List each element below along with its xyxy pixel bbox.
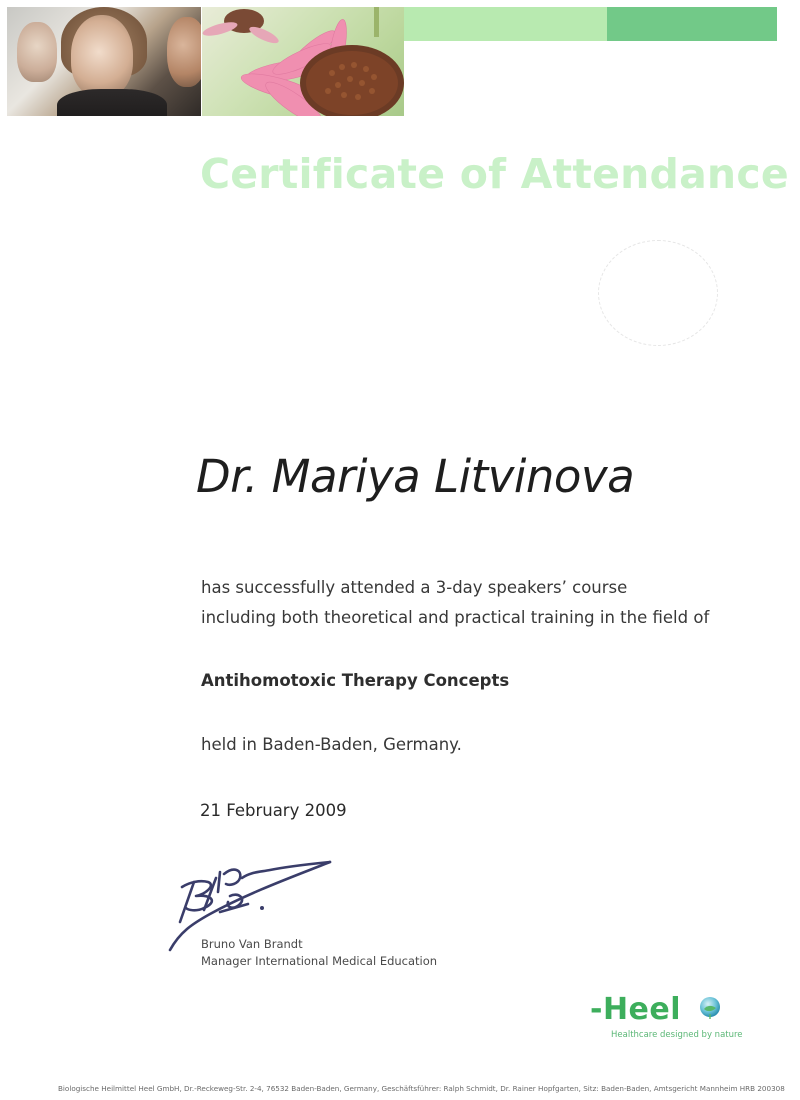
- header-photo-flower: [202, 7, 404, 116]
- heel-logo: [590, 992, 743, 1042]
- person-face-right: [167, 17, 201, 87]
- header-photo-people: [7, 7, 201, 116]
- location-line: held in Baden-Baden, Germany.: [201, 735, 462, 754]
- signer-name: Bruno Van Brandt: [201, 937, 303, 951]
- course-name: Antihomotoxic Therapy Concepts: [201, 671, 510, 690]
- person-face-center: [71, 15, 133, 97]
- globe-leaf-icon: [698, 996, 722, 1020]
- body-text-line-2: including both theoretical and practical training in the field of: [201, 608, 710, 627]
- header-bar-light-green: [404, 7, 607, 41]
- footer-company-info: Biologische Heilmittel Heel GmbH, Dr.-Reckeweg-Str. 2-4, 76532 Baden-Baden, Germany, Geschäftsführer: Ralph Schmidt, Dr. Rainer Hopfgarten, Sitz: Baden-Baden, Amtsgericht Mannheim HRB 200308: [58, 1084, 785, 1093]
- signer-title: Manager International Medical Education: [201, 954, 438, 968]
- echinacea-flower-icon: [202, 7, 404, 116]
- logo-wordmark: -Heel: [590, 992, 682, 1027]
- logo-tagline: Healthcare designed by nature: [611, 1030, 743, 1040]
- embossed-seal: [598, 240, 718, 346]
- header-bar-dark-green: [607, 7, 777, 41]
- certificate-date: 21 February 2009: [200, 801, 347, 820]
- body-text-line-1: has successfully attended a 3-day speakers’ course: [201, 578, 628, 597]
- person-face-left: [17, 22, 57, 82]
- person-suit: [57, 89, 167, 116]
- certificate-title: Certificate of Attendance: [200, 150, 789, 198]
- recipient-name: Dr. Mariya Litvinova: [196, 450, 635, 503]
